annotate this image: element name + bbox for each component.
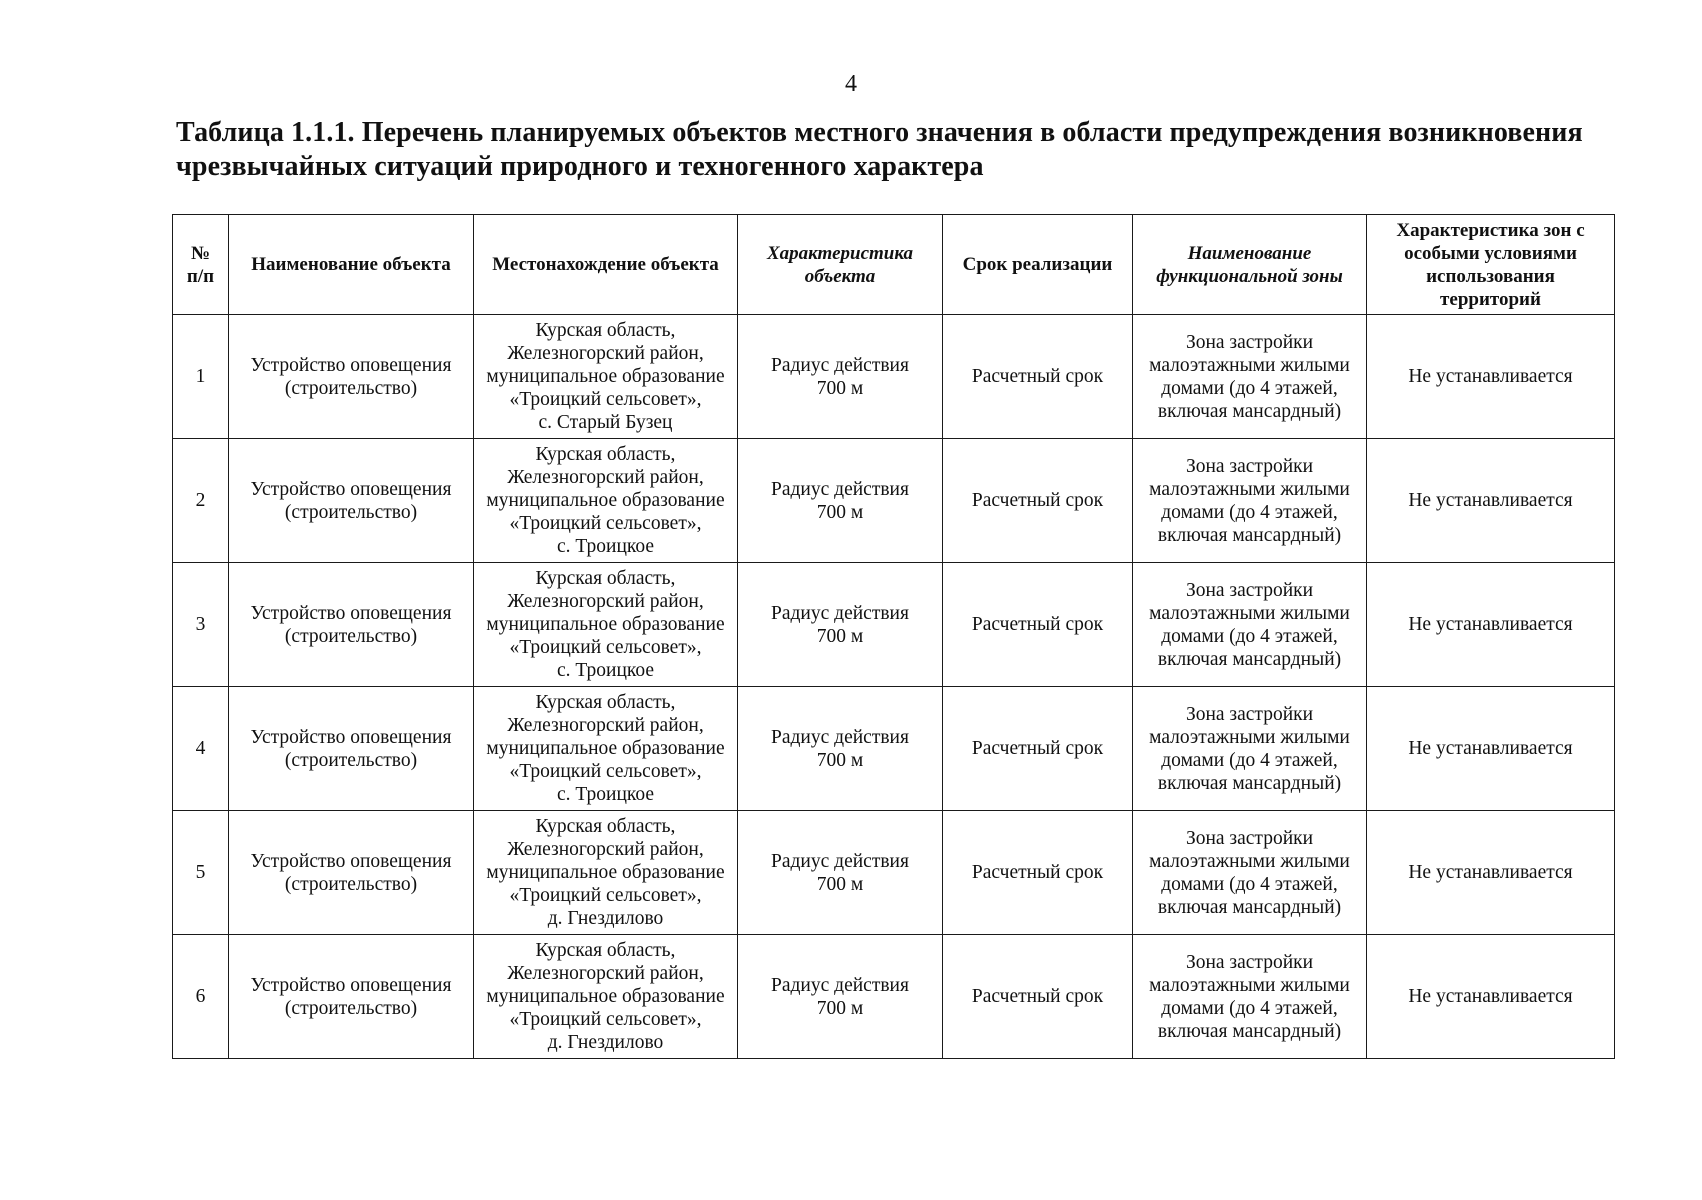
cell-object-characteristic: Радиус действия 700 м xyxy=(738,935,943,1059)
cell-special-zones: Не устанавливается xyxy=(1367,811,1615,935)
cell-object-name: Устройство оповещения (строительство) xyxy=(229,811,474,935)
table-row xyxy=(173,439,1615,563)
header-object-name: Наименование объекта xyxy=(229,215,474,315)
cell-special-zones: Не устанавливается xyxy=(1367,315,1615,439)
cell-object-name: Устройство оповещения (строительство) xyxy=(229,439,474,563)
cell-object-location: Курская область, Железногорский район, муниципальное образование «Троицкий сельсовет», с. Старый Бузец xyxy=(474,315,738,439)
cell-object-characteristic: Радиус действия 700 м xyxy=(738,315,943,439)
cell-object-name: Устройство оповещения (строительство) xyxy=(229,935,474,1059)
cell-special-zones: Не устанавливается xyxy=(1367,439,1615,563)
table-row xyxy=(173,315,1615,439)
cell-functional-zone: Зона застройки малоэтажными жилыми домами (до 4 этажей, включая мансардный) xyxy=(1133,811,1367,935)
cell-object-characteristic: Радиус действия 700 м xyxy=(738,439,943,563)
cell-functional-zone: Зона застройки малоэтажными жилыми домами (до 4 этажей, включая мансардный) xyxy=(1133,935,1367,1059)
cell-implementation-term: Расчетный срок xyxy=(943,563,1133,687)
cell-functional-zone: Зона застройки малоэтажными жилыми домами (до 4 этажей, включая мансардный) xyxy=(1133,563,1367,687)
cell-object-characteristic: Радиус действия 700 м xyxy=(738,687,943,811)
cell-implementation-term: Расчетный срок xyxy=(943,687,1133,811)
cell-number: 1 xyxy=(173,315,229,439)
cell-object-location: Курская область, Железногорский район, муниципальное образование «Троицкий сельсовет», с. Троицкое xyxy=(474,439,738,563)
cell-functional-zone: Зона застройки малоэтажными жилыми домами (до 4 этажей, включая мансардный) xyxy=(1133,315,1367,439)
cell-object-location: Курская область, Железногорский район, муниципальное образование «Троицкий сельсовет», д. Гнездилово xyxy=(474,811,738,935)
cell-special-zones: Не устанавливается xyxy=(1367,563,1615,687)
cell-object-location: Курская область, Железногорский район, муниципальное образование «Троицкий сельсовет», д. Гнездилово xyxy=(474,935,738,1059)
cell-functional-zone: Зона застройки малоэтажными жилыми домами (до 4 этажей, включая мансардный) xyxy=(1133,439,1367,563)
header-functional-zone: Наименование функциональной зоны xyxy=(1133,215,1367,315)
cell-number: 2 xyxy=(173,439,229,563)
page-number: 4 xyxy=(845,71,857,97)
table-row xyxy=(173,687,1615,811)
cell-object-name: Устройство оповещения (строительство) xyxy=(229,687,474,811)
cell-object-characteristic: Радиус действия 700 м xyxy=(738,563,943,687)
header-object-location: Местонахождение объекта xyxy=(474,215,738,315)
table-header-row xyxy=(173,215,1615,315)
cell-implementation-term: Расчетный срок xyxy=(943,935,1133,1059)
header-special-zones: Характеристика зон с особыми условиями использования территорий xyxy=(1367,215,1615,315)
cell-functional-zone: Зона застройки малоэтажными жилыми домами (до 4 этажей, включая мансардный) xyxy=(1133,687,1367,811)
cell-number: 4 xyxy=(173,687,229,811)
header-implementation-term: Срок реализации xyxy=(943,215,1133,315)
cell-object-name: Устройство оповещения (строительство) xyxy=(229,315,474,439)
header-number: № п/п xyxy=(173,215,229,315)
cell-implementation-term: Расчетный срок xyxy=(943,315,1133,439)
table-row xyxy=(173,811,1615,935)
cell-object-location: Курская область, Железногорский район, муниципальное образование «Троицкий сельсовет», с. Троицкое xyxy=(474,687,738,811)
cell-object-characteristic: Радиус действия 700 м xyxy=(738,811,943,935)
cell-number: 5 xyxy=(173,811,229,935)
cell-implementation-term: Расчетный срок xyxy=(943,439,1133,563)
objects-table xyxy=(172,214,1615,1059)
cell-number: 6 xyxy=(173,935,229,1059)
cell-number: 3 xyxy=(173,563,229,687)
table-row xyxy=(173,935,1615,1059)
table-title: Таблица 1.1.1. Перечень планируемых объектов местного значения в области предупреждения возникновения чрезвычайных ситуаций природного и техногенного характера xyxy=(176,117,1583,182)
table-row xyxy=(173,563,1615,687)
cell-object-location: Курская область, Железногорский район, муниципальное образование «Троицкий сельсовет», с. Троицкое xyxy=(474,563,738,687)
header-object-characteristic: Характеристика объекта xyxy=(738,215,943,315)
cell-special-zones: Не устанавливается xyxy=(1367,935,1615,1059)
cell-object-name: Устройство оповещения (строительство) xyxy=(229,563,474,687)
cell-special-zones: Не устанавливается xyxy=(1367,687,1615,811)
cell-implementation-term: Расчетный срок xyxy=(943,811,1133,935)
